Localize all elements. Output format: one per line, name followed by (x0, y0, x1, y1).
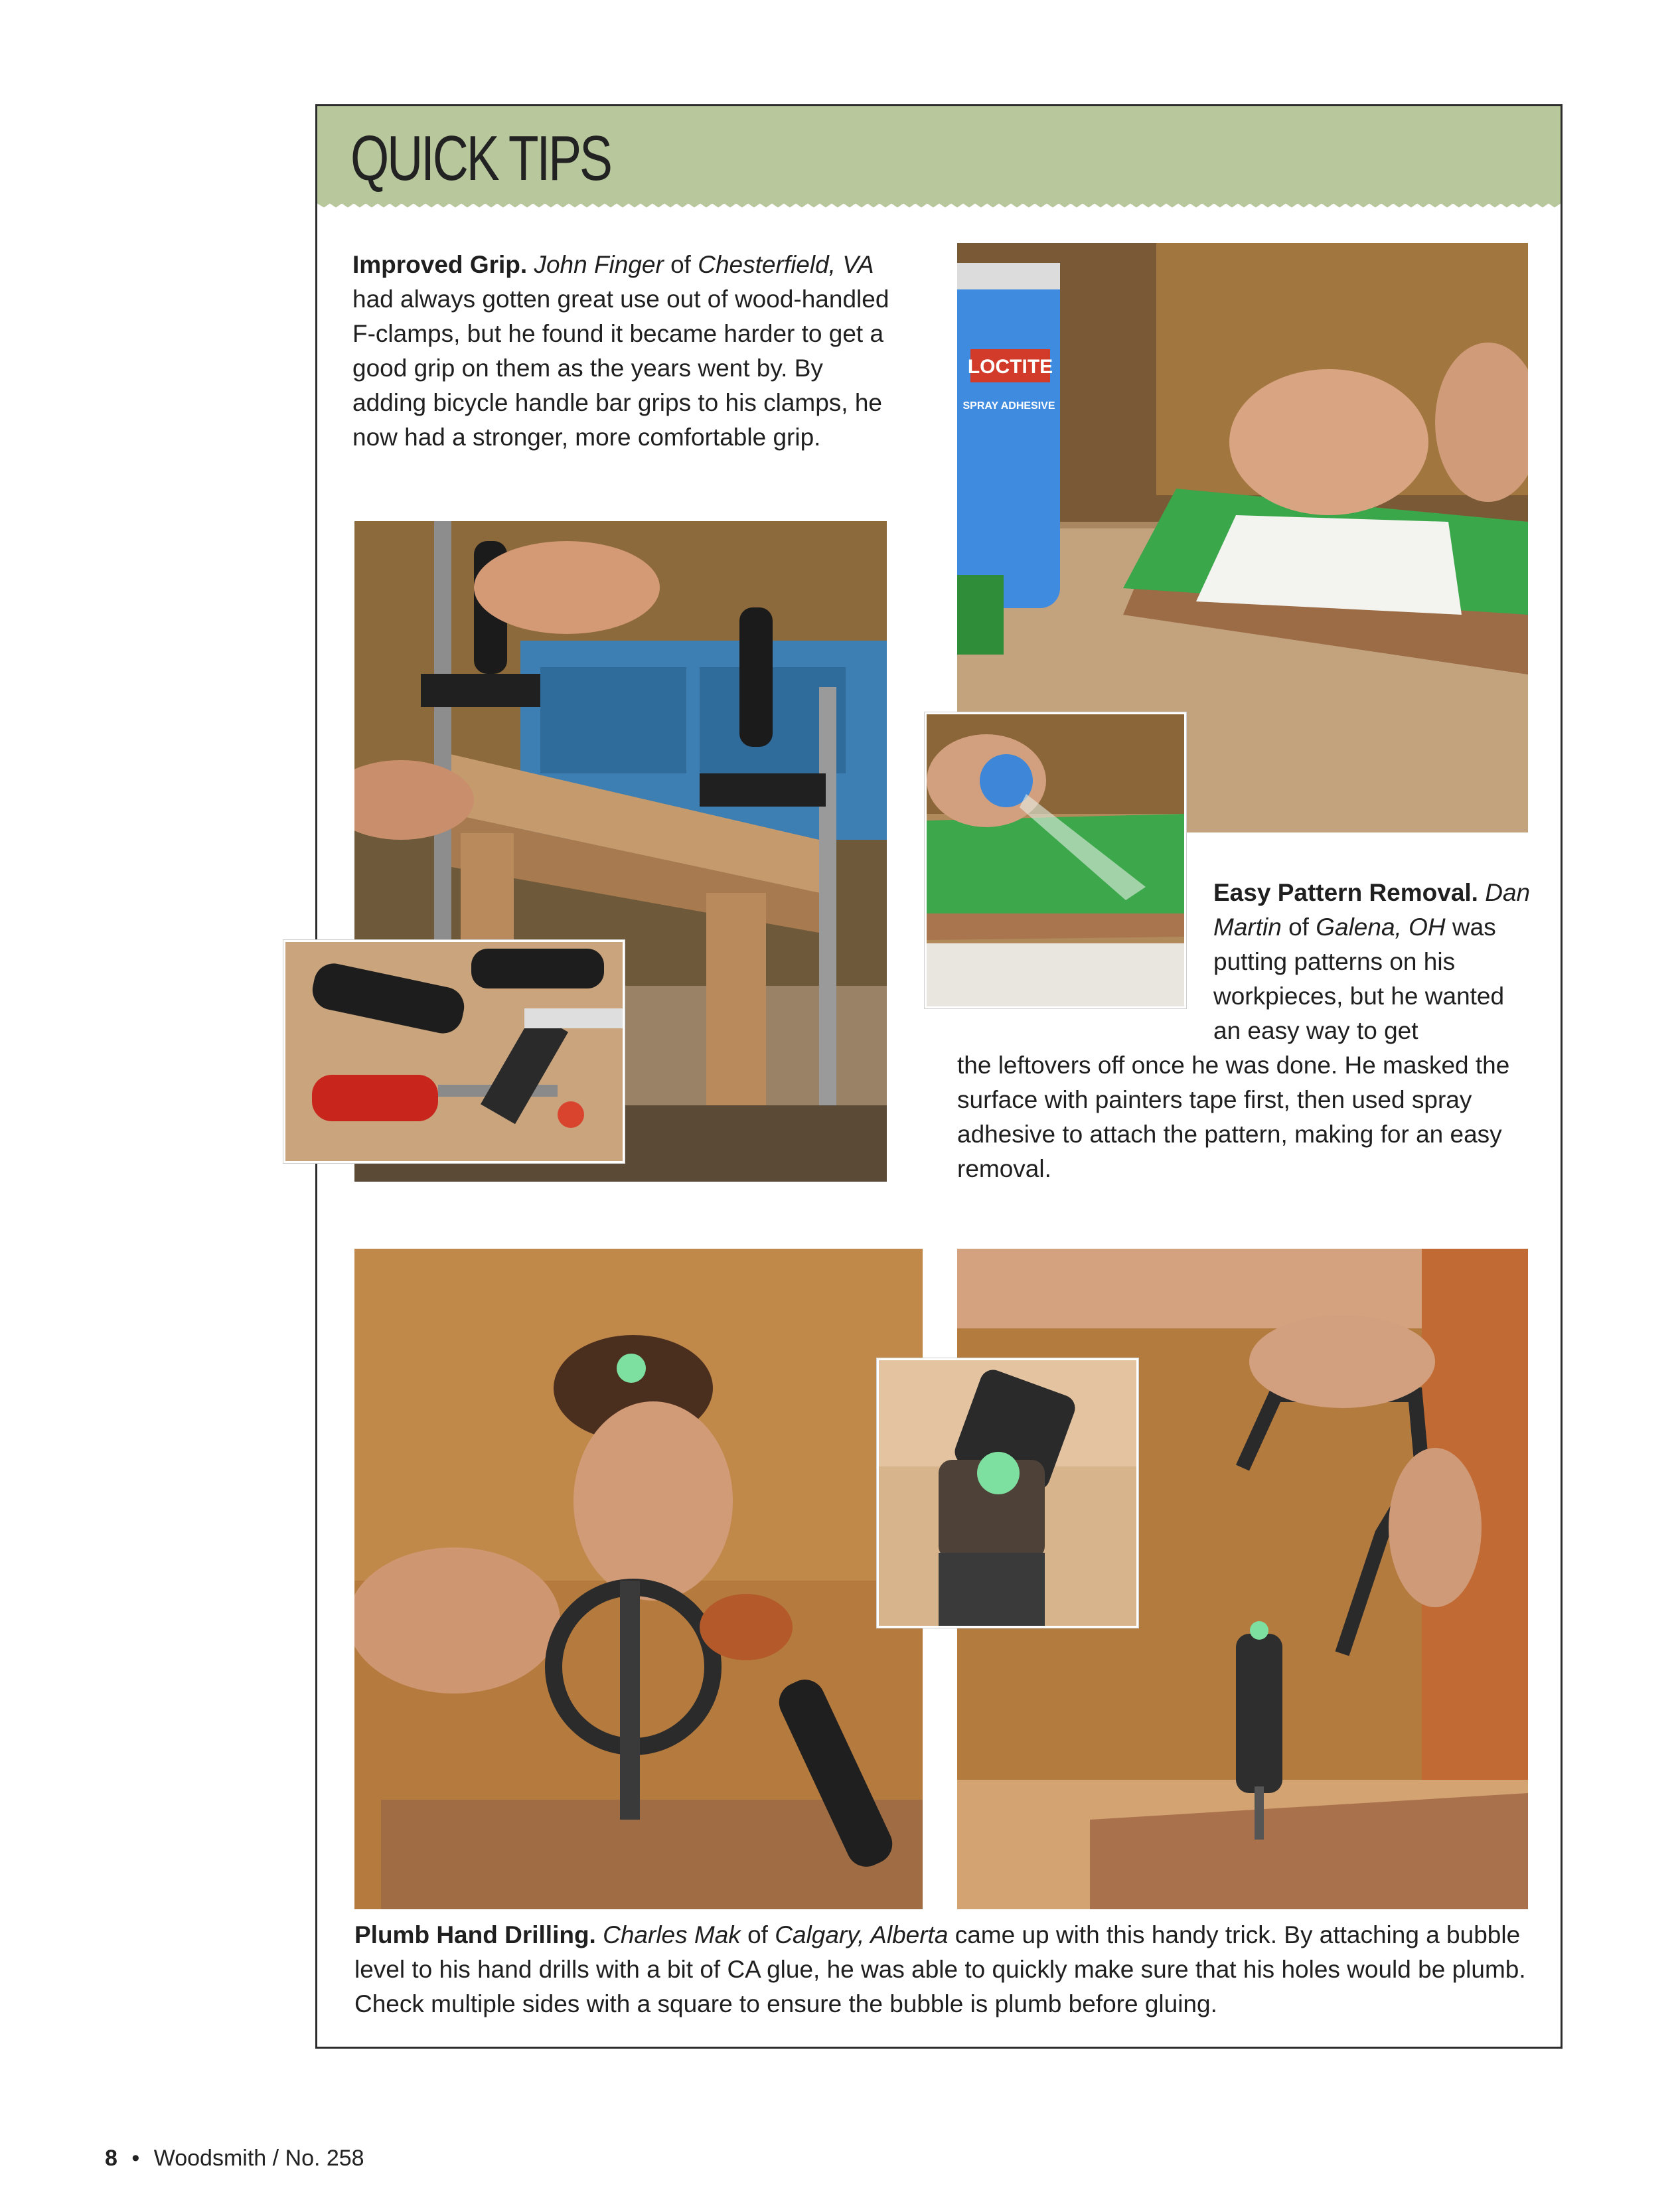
bubble-level-inset-photo (877, 1358, 1138, 1628)
pattern-removal-text-top (1213, 876, 1532, 1048)
pattern-removal-location: Galena, OH (1316, 913, 1446, 941)
can-brand-label: LOCTITE (967, 356, 1053, 378)
improved-grip-name: John Finger (534, 251, 664, 278)
footer-bullet: • (131, 2146, 140, 2171)
pattern-removal-title: Easy Pattern Removal. (1213, 879, 1478, 906)
plumb-drilling-title: Plumb Hand Drilling. (354, 1921, 596, 1948)
section-banner (317, 106, 1561, 203)
pattern-removal-body-1: was putting patterns on his workpieces, but he wanted an easy way to get (1213, 913, 1505, 1044)
page-number: 8 (105, 2146, 117, 2171)
pattern-removal-text-bottom (957, 1048, 1528, 1186)
plumb-drilling-text (354, 1918, 1529, 2021)
publication-name: Woodsmith / No. 258 (153, 2146, 364, 2171)
pattern-removal-body-2: the leftovers off once he was done. He masked the surface with painters tape first, then used spray adhesive to attach the pattern, making for an easy removal. (957, 1052, 1510, 1182)
section-title: QUICK TIPS (350, 123, 611, 194)
handle-grips-inset-photo (283, 940, 625, 1163)
improved-grip-of: of (670, 251, 691, 278)
improved-grip-text (352, 248, 897, 455)
improved-grip-location: Chesterfield, VA (698, 251, 874, 278)
pattern-removal-name: Dan Martin (1213, 879, 1531, 941)
improved-grip-title: Improved Grip. (352, 251, 528, 278)
page-footer (105, 2146, 364, 2171)
eggbeater-drill-photo (354, 1249, 923, 1909)
plumb-drilling-location: Calgary, Alberta (775, 1921, 949, 1948)
pattern-removal-of: of (1288, 913, 1309, 941)
plumb-drilling-of: of (747, 1921, 768, 1948)
banner-zigzag-edge (317, 199, 1561, 210)
can-product-label: SPRAY ADHESIVE (962, 400, 1055, 412)
plumb-drilling-body: came up with this handy trick. By attaching a bubble level to his hand drills with a bit of CA glue, he was able to quickly make sure that his holes would be plumb. Check multiple sides with a square to ensure the bubble is plumb before gluing. (354, 1921, 1526, 2017)
improved-grip-body: had always gotten great use out of wood-handled F-clamps, but he found it became harder to get a good grip on them as the years went by. By adding bicycle handle bar grips to his clamps, he now had a stronger, more comfortable grip. (352, 285, 889, 451)
spray-adhesive-inset-photo (925, 712, 1186, 1008)
plumb-drilling-name: Charles Mak (603, 1921, 741, 1948)
